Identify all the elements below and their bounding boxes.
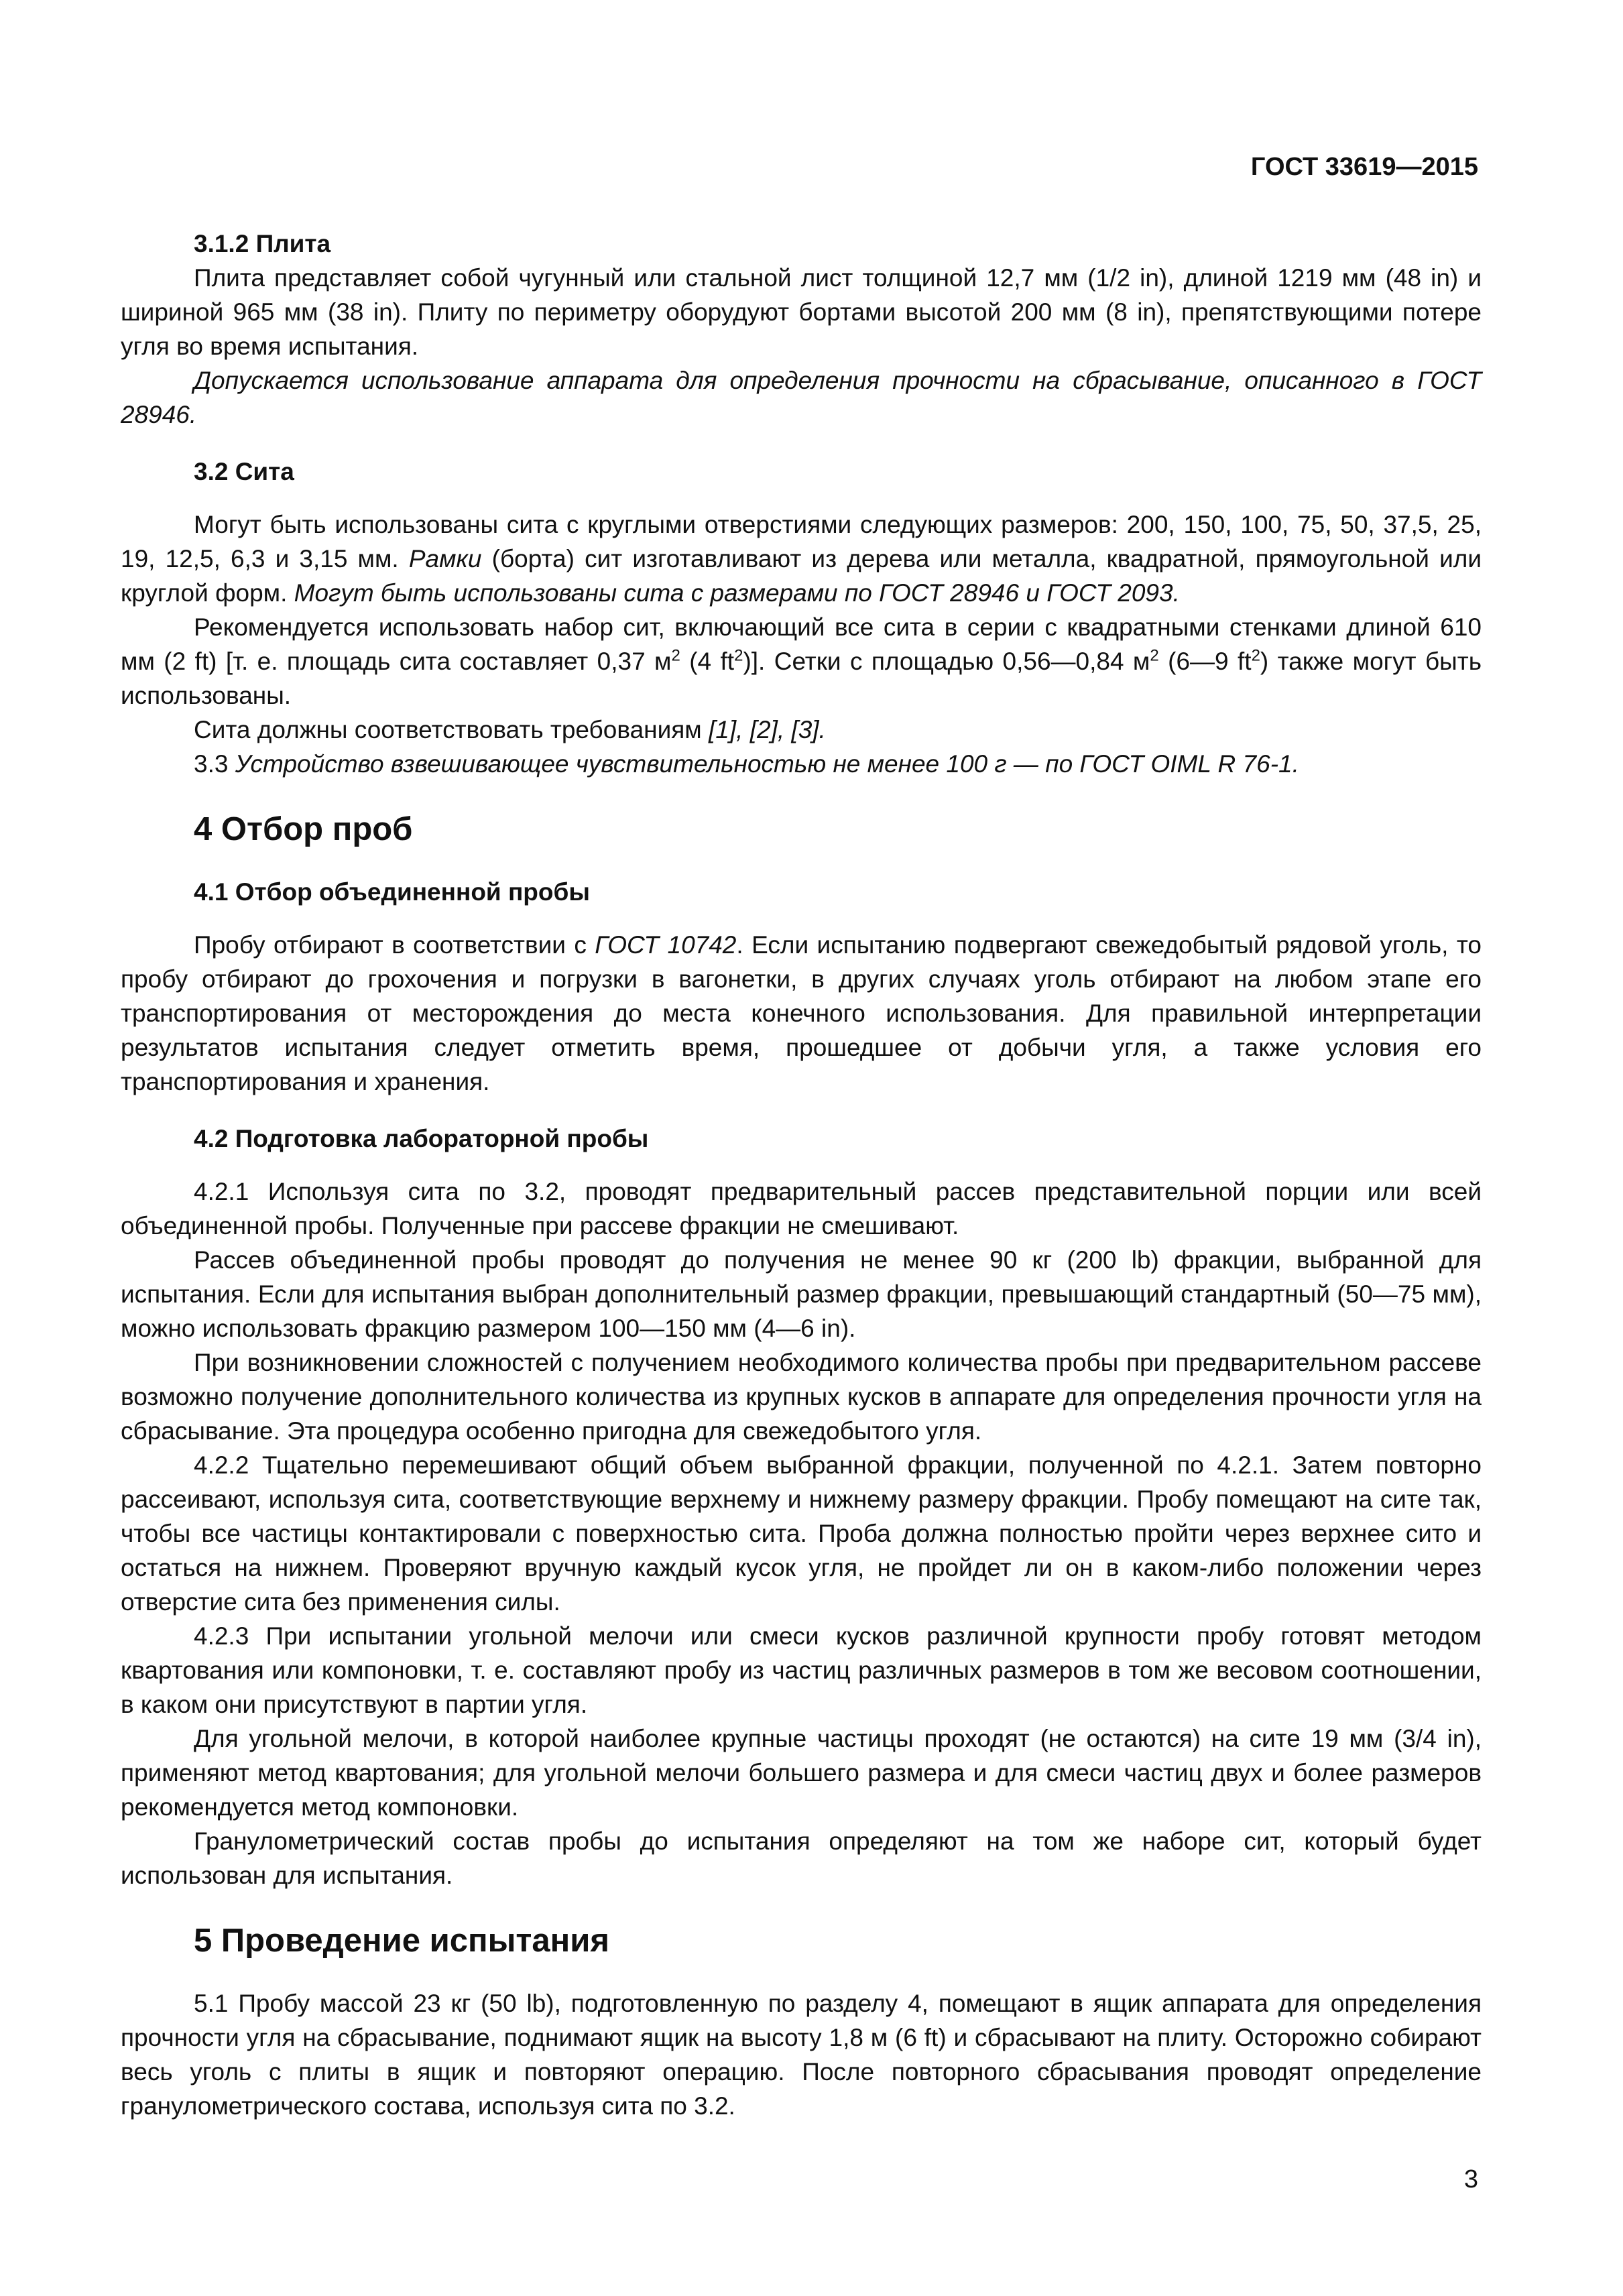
- heading-4-1: 4.1 Отбор объединенной пробы: [194, 878, 590, 906]
- heading-3-1-2: 3.1.2 Плита: [194, 230, 331, 257]
- document-code: ГОСТ 33619—2015: [1250, 153, 1478, 181]
- paragraph: 4.2.1 Используя сита по 3.2, проводят предварительный рассев представительной порции или всей объединенной пробы. Полученные при рассеве фракции не смешивают.: [121, 1178, 1482, 1240]
- paragraph: Плита представляет собой чугунный или стальной лист толщиной 12,7 мм (1/2 in), длиной 1219 мм (48 in) и шириной 965 мм (38 in). Плиту по периметру оборудуют бортами высотой 200 мм (8 in), препятствующими потере угля во время испытания.: [121, 264, 1482, 360]
- paragraph: Могут быть использованы сита с круглыми отверстиями следующих размеров: 200, 150, 100, 75, 50, 37,5, 25, 19, 12,5, 6,3 и 3,15 мм. Рамки (борта) сит изготавливают из дерева или металла, квадратной, прямоугольной или круглой форм. Могут быть использованы сита с размерами по ГОСТ 28946 и ГОСТ 2093.: [121, 511, 1482, 607]
- paragraph: 4.2.3 При испытании угольной мелочи или смеси кусков различной крупности пробу готовят методом квартования или компоновки, т. е. составляют пробу из частиц различных размеров в том же весовом соотношении, в каком они присутствуют в партии угля.: [121, 1622, 1482, 1718]
- paragraph: Пробу отбирают в соответствии с ГОСТ 10742. Если испытанию подвергают свежедобытый рядовой уголь, то пробу отбирают до грохочения и погрузки в вагонетки, в других случаях уголь отбирают на любом этапе его транспортирования от месторождения до места конечного использования. Для правильной интерпретации результатов испытания следует отметить время, прошедшее от добычи угля, а также условия его транспортирования и хранения.: [121, 931, 1482, 1095]
- paragraph: Рассев объединенной пробы проводят до получения не менее 90 кг (200 lb) фракции, выбранной для испытания. Если для испытания выбран дополнительный размер фракции, превышающий стандартный (50—75 мм), можно использовать фракцию размером 100—150 мм (4—6 in).: [121, 1246, 1482, 1342]
- paragraph: При возникновении сложностей с получением необходимого количества пробы при предварительном рассеве возможно получение дополнительного количества из крупных кусков в аппарате для определения прочности угля на сбрасывание. Эта процедура особенно пригодна для свежедобытого угля.: [121, 1349, 1482, 1445]
- paragraph-3-3: 3.3 Устройство взвешивающее чувствительностью не менее 100 г — по ГОСТ OIML R 76-1.: [194, 750, 1299, 778]
- page-content: [121, 227, 1482, 2123]
- paragraph: Для угольной мелочи, в которой наиболее крупные частицы проходят (не остаются) на сите 19 мм (3/4 in), применяют метод квартования; для угольной мелочи большего размера и для смеси частиц двух и более размеров рекомендуется метод компоновки.: [121, 1725, 1482, 1821]
- paragraph: Гранулометрический состав пробы до испытания определяют на том же наборе сит, который будет использован для испытания.: [121, 1827, 1482, 1889]
- paragraph: 4.2.2 Тщательно перемешивают общий объем выбранной фракции, полученной по 4.2.1. Затем повторно рассеивают, используя сита, соответствующие верхнему и нижнему размеру фракции. Пробу помещают на сите так, чтобы все частицы контактировали с поверхностью сита. Проба должна полностью пройти через верхнее сито и остаться на нижнем. Проверяют вручную каждый кусок угля, не пройдет ли он в каком-либо положении через отверстие сита без применения силы.: [121, 1451, 1482, 1616]
- paragraph: Рекомендуется использовать набор сит, включающий все сита в серии с квадратными стенками длиной 610 мм (2 ft) [т. е. площадь сита составляет 0,37 $м^2$ (4 $ft^2$)]. Сетки с площадью 0,56—0,84 $м^2$ (6—9 $ft^2$) также могут быть использованы.: [121, 613, 1482, 709]
- page-number: 3: [1463, 2165, 1478, 2193]
- paragraph-italic: Допускается использование аппарата для определения прочности на сбрасывание, описанного в ГОСТ 28946.: [121, 367, 1482, 428]
- section-heading-5: 5 Проведение испытания: [194, 1923, 609, 1959]
- paragraph: 5.1 Пробу массой 23 кг (50 lb), подготовленную по разделу 4, помещают в ящик аппарата для определения прочности угля на сбрасывание, поднимают ящик на высоту 1,8 м (6 ft) и сбрасывают на плиту. Осторожно собирают весь уголь с плиты в ящик и повторяют операцию. После повторного сбрасывания проводят определение гранулометрического состава, используя сита по 3.2.: [121, 1990, 1482, 2120]
- heading-3-2: 3.2 Сита: [194, 458, 294, 485]
- paragraph: Сита должны соответствовать требованиям [1], [2], [3].: [194, 716, 826, 743]
- section-heading-4: 4 Отбор проб: [194, 811, 413, 847]
- heading-4-2: 4.2 Подготовка лабораторной пробы: [194, 1125, 649, 1152]
